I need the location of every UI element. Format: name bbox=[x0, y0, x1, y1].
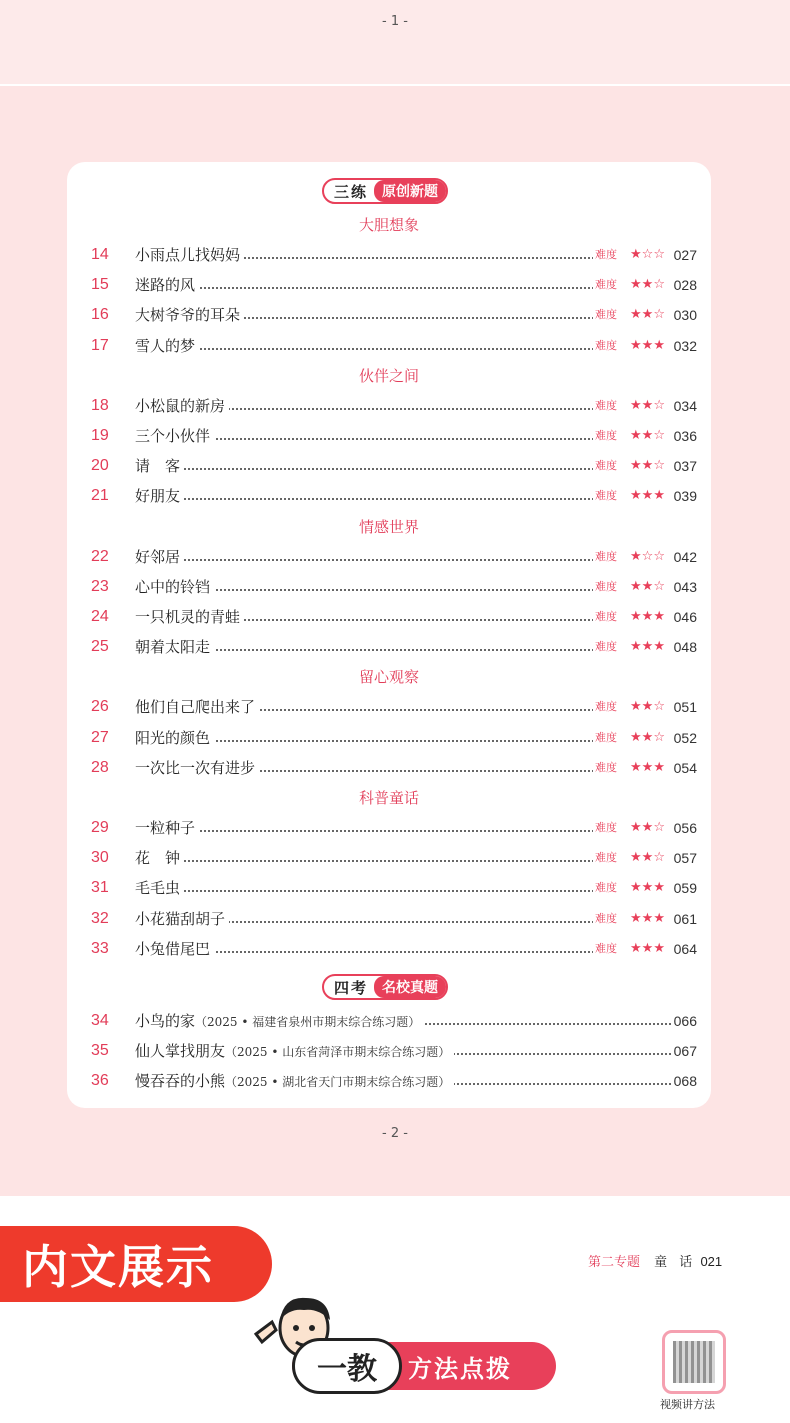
difficulty-stars: ★☆☆ bbox=[630, 247, 665, 262]
entry-page: 034 bbox=[672, 395, 697, 417]
toc-entry[interactable] bbox=[67, 425, 711, 447]
difficulty-stars: ★★★ bbox=[630, 759, 665, 775]
dot-leader bbox=[137, 559, 601, 561]
dot-leader bbox=[137, 860, 601, 862]
entry-page: 067 bbox=[672, 1040, 697, 1062]
toc-entry[interactable] bbox=[67, 244, 711, 266]
difficulty-label: 难度 bbox=[593, 938, 617, 960]
entry-number: 25 bbox=[91, 638, 109, 656]
entry-number: 15 bbox=[91, 276, 109, 294]
exam-entry[interactable] bbox=[67, 1070, 711, 1092]
entry-title: 一次比一次有进步 bbox=[135, 757, 259, 779]
entry-page: 052 bbox=[672, 727, 697, 749]
entry-number: 24 bbox=[91, 608, 109, 625]
difficulty-stars: ★★☆ bbox=[630, 307, 665, 323]
entry-number: 33 bbox=[91, 939, 109, 957]
entry-number: 28 bbox=[91, 758, 109, 776]
badge-label: 三练 bbox=[334, 182, 369, 201]
entry-title: 大树爷爷的耳朵 bbox=[135, 304, 244, 326]
entry-title-text: 小鸟的家 bbox=[135, 1012, 196, 1030]
entry-page: 051 bbox=[672, 696, 697, 718]
entry-source: （2025 • 山东省菏泽市期末综合练习题） bbox=[225, 1045, 451, 1059]
badge-tag: 名校真题 bbox=[374, 976, 446, 998]
entry-title: 他们自己爬出来了 bbox=[135, 696, 259, 718]
difficulty-label: 难度 bbox=[593, 576, 617, 598]
entry-title: 花 钟 bbox=[135, 847, 184, 869]
entry-number: 35 bbox=[91, 1042, 109, 1059]
difficulty-label: 难度 bbox=[593, 757, 617, 779]
entry-title: 毛毛虫 bbox=[135, 877, 184, 899]
difficulty-label: 难度 bbox=[593, 335, 617, 357]
dot-leader bbox=[137, 498, 601, 500]
entry-number: 32 bbox=[91, 909, 109, 927]
entry-page: 048 bbox=[672, 636, 697, 658]
difficulty-stars: ★★★ bbox=[630, 337, 665, 353]
entry-number: 22 bbox=[91, 547, 109, 565]
difficulty-stars: ★★★ bbox=[630, 910, 665, 926]
entry-title-text: 慢吞吞的小熊 bbox=[135, 1072, 226, 1090]
difficulty-label: 难度 bbox=[593, 274, 617, 296]
entry-page: 039 bbox=[672, 485, 697, 507]
difficulty-stars: ★★☆ bbox=[630, 820, 665, 835]
entry-page: 068 bbox=[672, 1070, 697, 1092]
difficulty-label: 难度 bbox=[593, 425, 617, 447]
difficulty-stars: ★★☆ bbox=[630, 277, 665, 293]
qr-code[interactable] bbox=[662, 1330, 726, 1394]
entry-title: 一只机灵的青蛙 bbox=[135, 606, 244, 628]
entry-title: 小松鼠的新房 bbox=[135, 395, 229, 417]
qr-code-label: 视频讲方法 bbox=[660, 1398, 715, 1411]
toc-entry[interactable] bbox=[67, 847, 711, 869]
dot-leader bbox=[137, 890, 601, 892]
section-badge-exam bbox=[322, 974, 448, 1000]
difficulty-label: 难度 bbox=[593, 696, 617, 718]
difficulty-label: 难度 bbox=[593, 636, 617, 658]
toc-entry[interactable] bbox=[67, 335, 711, 357]
toc-entry[interactable] bbox=[67, 877, 711, 899]
difficulty-label: 难度 bbox=[593, 817, 617, 839]
teach-banner-label-text: 一教 bbox=[317, 1352, 377, 1387]
toc-entry[interactable] bbox=[67, 727, 711, 749]
entry-title bbox=[135, 1070, 454, 1093]
page-number-bottom: - 2 - bbox=[382, 1126, 408, 1141]
difficulty-label: 难度 bbox=[593, 485, 617, 507]
entry-number: 17 bbox=[91, 336, 109, 354]
difficulty-label: 难度 bbox=[593, 606, 617, 628]
entry-page: 059 bbox=[672, 877, 697, 899]
toc-entry[interactable] bbox=[67, 485, 711, 507]
section-title: 科普童话 bbox=[358, 789, 419, 807]
entry-title: 三个小伙伴 bbox=[135, 425, 214, 447]
difficulty-label: 难度 bbox=[593, 244, 617, 266]
badge-tag: 原创新题 bbox=[374, 180, 446, 202]
toc-entry[interactable] bbox=[67, 274, 711, 296]
entry-page: 066 bbox=[672, 1010, 697, 1032]
promo-banner bbox=[0, 1226, 272, 1302]
entry-number: 27 bbox=[91, 728, 109, 746]
entry-number: 26 bbox=[91, 698, 109, 716]
entry-title: 请 客 bbox=[135, 455, 184, 477]
dot-leader bbox=[137, 287, 601, 289]
difficulty-label: 难度 bbox=[593, 847, 617, 869]
entry-source: （2025 • 福建省泉州市期末综合练习题） bbox=[195, 1015, 421, 1029]
teach-banner-title bbox=[408, 1342, 512, 1390]
difficulty-label: 难度 bbox=[593, 727, 617, 749]
entry-title bbox=[135, 1040, 454, 1063]
chapter-name: 童 话 bbox=[654, 1255, 697, 1270]
entry-number: 31 bbox=[91, 879, 109, 897]
page-number-top: - 1 - bbox=[382, 14, 408, 29]
toc-entry[interactable] bbox=[67, 817, 711, 839]
entry-number: 29 bbox=[91, 819, 109, 836]
toc-card bbox=[67, 162, 711, 1108]
entry-number: 14 bbox=[91, 246, 109, 263]
exam-entry[interactable] bbox=[67, 1010, 711, 1032]
entry-page: 032 bbox=[672, 335, 697, 357]
toc-entry[interactable] bbox=[67, 606, 711, 628]
entry-title: 心中的铃铛 bbox=[135, 576, 214, 598]
difficulty-stars: ★★★ bbox=[630, 609, 665, 624]
toc-entry[interactable] bbox=[67, 395, 711, 417]
entry-number: 16 bbox=[91, 306, 109, 324]
difficulty-stars: ★★☆ bbox=[630, 397, 665, 413]
entry-number: 23 bbox=[91, 577, 109, 595]
difficulty-label: 难度 bbox=[593, 877, 617, 899]
difficulty-label: 难度 bbox=[593, 455, 617, 477]
difficulty-stars: ★★★ bbox=[630, 488, 665, 504]
chapter-topic: 第二专题 bbox=[588, 1255, 641, 1270]
entry-number: 18 bbox=[91, 396, 109, 414]
entry-page: 036 bbox=[672, 425, 697, 447]
toc-entry[interactable] bbox=[67, 455, 711, 477]
difficulty-stars: ★★☆ bbox=[630, 699, 665, 715]
toc-entry[interactable] bbox=[67, 546, 711, 568]
entry-page: 028 bbox=[672, 274, 697, 296]
entry-title: 小雨点儿找妈妈 bbox=[135, 244, 244, 266]
entry-page: 054 bbox=[672, 757, 697, 779]
dot-leader bbox=[137, 468, 601, 470]
chapter-page: 021 bbox=[700, 1254, 723, 1269]
difficulty-stars: ★★☆ bbox=[630, 458, 665, 474]
difficulty-label: 难度 bbox=[593, 908, 617, 930]
entry-title-text: 仙人掌找朋友 bbox=[135, 1042, 226, 1060]
entry-page: 043 bbox=[672, 576, 697, 598]
entry-page: 056 bbox=[672, 817, 697, 839]
toc-entry[interactable] bbox=[67, 636, 711, 658]
difficulty-stars: ★☆☆ bbox=[630, 548, 665, 564]
entry-title: 小花猫刮胡子 bbox=[135, 908, 229, 930]
toc-entry[interactable] bbox=[67, 938, 711, 960]
entry-title: 好朋友 bbox=[135, 485, 184, 507]
difficulty-stars: ★★☆ bbox=[630, 729, 665, 745]
entry-title: 朝着太阳走 bbox=[135, 636, 214, 658]
previous-page-strip bbox=[0, 0, 790, 84]
difficulty-stars: ★★★ bbox=[630, 940, 665, 956]
section-badge-practice bbox=[322, 178, 448, 204]
entry-number: 20 bbox=[91, 457, 109, 475]
entry-title: 一粒种子 bbox=[135, 817, 199, 839]
entry-page: 046 bbox=[672, 606, 697, 628]
entry-title: 小兔借尾巴 bbox=[135, 938, 214, 960]
entry-number: 19 bbox=[91, 427, 109, 444]
entry-number: 30 bbox=[91, 849, 109, 867]
toc-entry[interactable] bbox=[67, 304, 711, 326]
entry-title bbox=[135, 1010, 424, 1033]
entry-title: 好邻居 bbox=[135, 546, 184, 568]
chapter-header bbox=[588, 1251, 722, 1270]
difficulty-stars: ★★☆ bbox=[630, 428, 665, 443]
section-title: 伙伴之间 bbox=[358, 366, 419, 385]
entry-page: 027 bbox=[672, 244, 697, 266]
dot-leader bbox=[137, 348, 601, 350]
difficulty-label: 难度 bbox=[593, 395, 617, 417]
entry-title: 阳光的颜色 bbox=[135, 727, 214, 749]
exam-entry[interactable] bbox=[67, 1040, 711, 1062]
entry-page: 057 bbox=[672, 847, 697, 869]
toc-entry[interactable] bbox=[67, 908, 711, 930]
difficulty-label: 难度 bbox=[593, 304, 617, 326]
entry-page: 061 bbox=[672, 908, 697, 930]
entry-number: 34 bbox=[91, 1012, 109, 1029]
entry-source: （2025 • 湖北省天门市期末综合练习题） bbox=[225, 1075, 451, 1089]
difficulty-stars: ★★☆ bbox=[630, 578, 665, 594]
section-title: 情感世界 bbox=[358, 517, 419, 536]
difficulty-label: 难度 bbox=[593, 546, 617, 568]
toc-entry[interactable] bbox=[67, 696, 711, 718]
entry-page: 037 bbox=[672, 455, 697, 477]
entry-page: 030 bbox=[672, 304, 697, 326]
teach-banner-title-text: 方法点拨 bbox=[408, 1354, 512, 1383]
section-title: 留心观察 bbox=[358, 668, 419, 687]
promo-banner-text: 内文展示 bbox=[22, 1240, 214, 1294]
badge-label: 四考 bbox=[334, 978, 369, 997]
entry-title: 雪人的梦 bbox=[135, 335, 199, 357]
difficulty-stars: ★★★ bbox=[630, 639, 665, 655]
entry-number: 21 bbox=[91, 487, 109, 505]
section-title: 大胆想象 bbox=[358, 216, 419, 234]
qr-code-pattern bbox=[673, 1341, 715, 1383]
entry-page: 064 bbox=[672, 938, 697, 960]
entry-title: 迷路的风 bbox=[135, 274, 199, 296]
dot-leader bbox=[137, 830, 601, 832]
entry-number: 36 bbox=[91, 1072, 109, 1089]
difficulty-stars: ★★★ bbox=[630, 880, 665, 896]
toc-entry[interactable] bbox=[67, 757, 711, 779]
difficulty-stars: ★★☆ bbox=[630, 850, 665, 866]
toc-entry[interactable] bbox=[67, 576, 711, 598]
teach-banner-label bbox=[292, 1338, 402, 1394]
entry-page: 042 bbox=[672, 546, 697, 568]
